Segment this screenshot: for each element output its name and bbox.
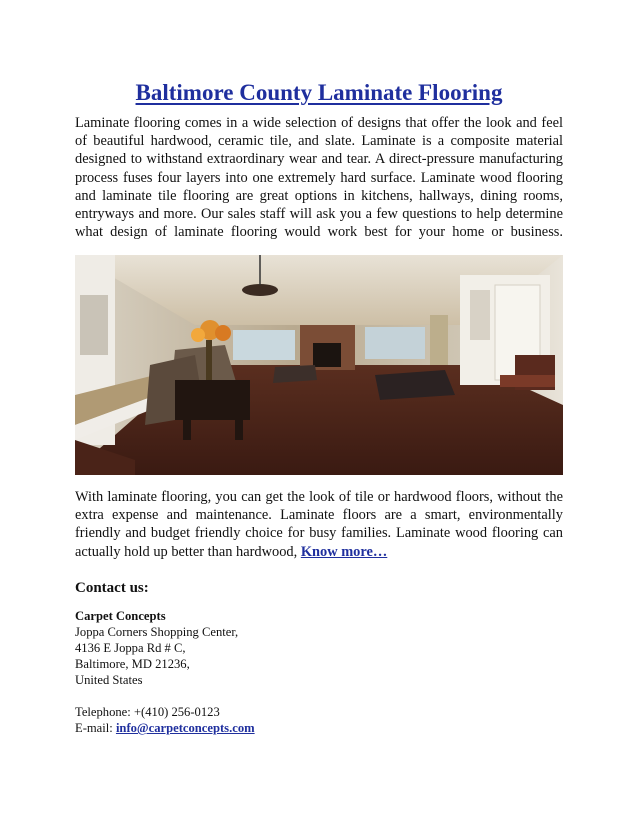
telephone-line — [75, 704, 255, 720]
room-photo — [75, 255, 563, 475]
intro-paragraph: Laminate flooring comes in a wide selection of designs that offer the look and feel of beautiful hardwood, ceramic tile, and slate. Laminate is a composite material designed to withstand extraordinary wear and tear. A direct-pressure manufacturing process fuses four layers into one extremely hard surface. Laminate wood flooring and laminate tile flooring are great options in kitchens, hallways, dining rooms, entryways and more. Our sales staff will ask you a few questions to help determine what design of laminate flooring would work best for your home or business. — [75, 115, 563, 241]
telephone-number: +(410) 256-0123 — [133, 705, 220, 719]
address-line: United States — [75, 673, 143, 687]
second-paragraph-text: With laminate flooring, you can get the look of tile or hardwood floors, without the extra expense and maintenance. Laminate floors are a smart, environmentally friendly and budget friendly choice for busy families. Laminate wood flooring can actually hold up better than hardwood, — [75, 489, 563, 560]
contact-heading: Contact us: — [75, 580, 149, 596]
address-line: 4136 E Joppa Rd # C, — [75, 641, 186, 655]
company-name: Carpet Concepts — [75, 609, 166, 623]
contact-block — [75, 608, 255, 736]
know-more-link[interactable]: Know more… — [300, 543, 388, 560]
email-label: E-mail: — [75, 721, 113, 735]
second-paragraph — [75, 488, 563, 561]
email-line — [75, 720, 255, 736]
email-link[interactable]: info@carpetconcepts.com — [115, 721, 255, 735]
page-title: Baltimore County Laminate Flooring — [135, 80, 503, 105]
spacer — [75, 688, 255, 704]
telephone-label: Telephone: — [75, 705, 131, 719]
room-photo-illustration — [75, 255, 563, 475]
address-line: Joppa Corners Shopping Center, — [75, 625, 239, 639]
address-line: Baltimore, MD 21236, — [75, 657, 190, 671]
